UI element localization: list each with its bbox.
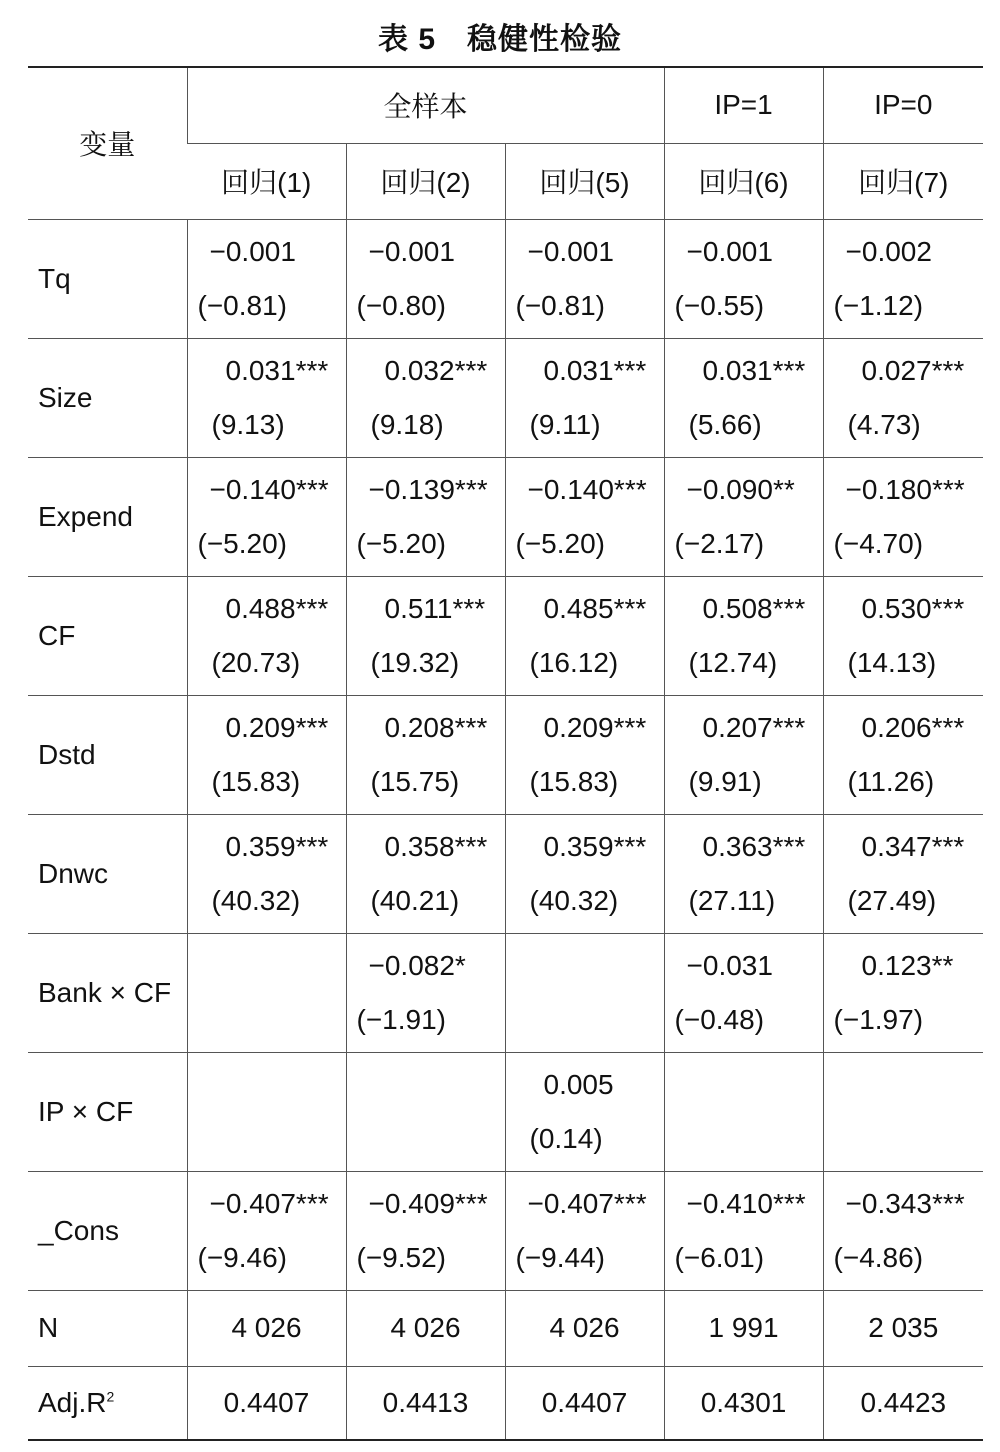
t-statistic: (−4.70) (833, 527, 924, 559)
value-cell (823, 695, 983, 814)
variable-name: Dstd (38, 738, 96, 770)
value-cell (505, 219, 664, 338)
variable-name: Size (38, 381, 93, 413)
coefficient: 0.209*** (543, 711, 647, 743)
n-value: 4 026 (346, 1290, 505, 1366)
table-row (28, 814, 983, 933)
n-value: 2 035 (823, 1290, 983, 1366)
coefficient: 0.123** (861, 949, 954, 981)
coefficient: 0.485*** (543, 592, 647, 624)
column-header: 回归(5) (505, 143, 664, 219)
t-statistic: (−0.81) (515, 289, 605, 321)
ip1-header: IP=1 (664, 67, 823, 143)
coefficient: 0.511*** (384, 592, 486, 624)
value-cell (664, 338, 823, 457)
table-row (28, 1171, 983, 1290)
variable-name: CF (38, 619, 76, 651)
t-statistic: (−1.91) (356, 1003, 446, 1035)
coefficient: 0.031*** (543, 354, 647, 386)
t-statistic: (−0.80) (356, 289, 446, 321)
value-cell (505, 695, 664, 814)
t-statistic: (−0.81) (197, 289, 287, 321)
coefficient: 0.208*** (384, 711, 488, 743)
value-cell (187, 576, 346, 695)
coefficient: 0.359*** (543, 830, 647, 862)
value-cell (505, 1052, 664, 1171)
t-statistic: (19.32) (370, 646, 460, 678)
variable-name: Dnwc (38, 857, 109, 889)
value-cell (505, 814, 664, 933)
value-cell (187, 1171, 346, 1290)
coefficient: 0.206*** (861, 711, 965, 743)
coefficient: −0.180*** (845, 473, 965, 505)
value-cell (187, 814, 346, 933)
coefficient: 0.027*** (861, 354, 965, 386)
t-statistic: (−9.44) (515, 1241, 605, 1273)
t-statistic: (11.26) (847, 765, 935, 797)
value-cell (664, 1171, 823, 1290)
value-cell (346, 695, 505, 814)
column-header: 回归(7) (823, 143, 983, 219)
regression-table (28, 66, 983, 1441)
n-label: N (38, 1312, 59, 1343)
t-statistic: (5.66) (688, 408, 762, 440)
t-statistic: (−5.20) (197, 527, 287, 559)
value-cell (346, 457, 505, 576)
coefficient: 0.207*** (702, 711, 806, 743)
value-cell (664, 576, 823, 695)
value-cell (187, 457, 346, 576)
value-cell (346, 576, 505, 695)
value-cell (346, 933, 505, 1052)
coefficient: −0.410*** (686, 1187, 806, 1219)
coefficient: −0.001 (686, 235, 773, 267)
value-cell (823, 933, 983, 1052)
value-cell (823, 1171, 983, 1290)
t-statistic: (27.11) (688, 884, 776, 916)
t-statistic: (−1.97) (833, 1003, 924, 1035)
coefficient: −0.082* (368, 949, 466, 981)
t-statistic: (9.91) (688, 765, 762, 797)
coefficient: −0.001 (527, 235, 614, 267)
r2-label (28, 1366, 187, 1440)
t-statistic: (15.75) (370, 765, 460, 797)
full-sample-header: 全样本 (187, 67, 664, 143)
t-statistic: (0.14) (529, 1122, 603, 1154)
value-cell (505, 338, 664, 457)
value-cell (505, 933, 664, 1052)
t-statistic: (−9.46) (197, 1241, 287, 1273)
r2-value: 0.4301 (664, 1366, 823, 1440)
value-cell (823, 814, 983, 933)
coefficient: −0.001 (368, 235, 455, 267)
coefficient: −0.139*** (368, 473, 488, 505)
coefficient: 0.031*** (225, 354, 329, 386)
ip0-header: IP=0 (823, 67, 983, 143)
value-cell (664, 219, 823, 338)
t-statistic: (9.13) (211, 408, 285, 440)
coefficient: 0.363*** (702, 830, 806, 862)
coefficient: −0.409*** (368, 1187, 488, 1219)
value-cell (187, 695, 346, 814)
column-header: 回归(6) (664, 143, 823, 219)
coefficient: −0.031 (686, 949, 773, 981)
t-statistic: (4.73) (847, 408, 921, 440)
r2-row (28, 1366, 983, 1440)
table-row (28, 219, 983, 338)
t-statistic: (−2.17) (674, 527, 765, 559)
value-cell (505, 457, 664, 576)
r2-label-text: Adj.R (38, 1386, 107, 1418)
t-statistic: (27.49) (847, 884, 937, 916)
variable-name: Tq (38, 262, 71, 294)
coefficient: 0.209*** (225, 711, 329, 743)
table-row (28, 933, 983, 1052)
t-statistic: (14.13) (847, 646, 937, 678)
table-title: 表 5 稳健性检验 (377, 23, 623, 56)
t-statistic: (40.32) (211, 884, 301, 916)
r2-value: 0.4407 (187, 1366, 346, 1440)
t-statistic: (40.21) (370, 884, 460, 916)
coefficient: 0.359*** (225, 830, 329, 862)
coefficient: 0.347*** (861, 830, 965, 862)
value-cell (823, 219, 983, 338)
value-cell (187, 338, 346, 457)
variable-name: Expend (38, 500, 133, 532)
variable-header: 变量 (79, 129, 136, 161)
value-cell (823, 338, 983, 457)
t-statistic: (−6.01) (674, 1241, 765, 1273)
value-cell (346, 1052, 505, 1171)
variable-name: IP × CF (38, 1095, 134, 1127)
value-cell (346, 1171, 505, 1290)
value-cell (664, 933, 823, 1052)
value-cell (346, 338, 505, 457)
value-cell (823, 457, 983, 576)
table-row (28, 338, 983, 457)
coefficient: −0.001 (209, 235, 296, 267)
t-statistic: (−0.55) (674, 289, 765, 321)
table-row (28, 457, 983, 576)
t-statistic: (−5.20) (515, 527, 605, 559)
variable-name: Bank × CF (38, 976, 172, 1008)
coefficient: 0.530*** (861, 592, 965, 624)
n-value: 4 026 (505, 1290, 664, 1366)
t-statistic: (20.73) (211, 646, 301, 678)
t-statistic: (15.83) (211, 765, 301, 797)
n-value: 1 991 (664, 1290, 823, 1366)
coefficient: −0.140*** (209, 473, 329, 505)
t-statistic: (9.11) (529, 408, 601, 440)
t-statistic: (−5.20) (356, 527, 446, 559)
n-row (28, 1290, 983, 1366)
t-statistic: (16.12) (529, 646, 619, 678)
header-row-1 (28, 67, 983, 143)
coefficient: 0.358*** (384, 830, 488, 862)
value-cell (664, 695, 823, 814)
r2-value: 0.4407 (505, 1366, 664, 1440)
value-cell (187, 219, 346, 338)
value-cell (505, 576, 664, 695)
t-statistic: (−1.12) (833, 289, 924, 321)
coefficient: −0.140*** (527, 473, 647, 505)
coefficient: 0.031*** (702, 354, 806, 386)
value-cell (346, 814, 505, 933)
r2-superscript: 2 (106, 1388, 115, 1405)
n-value: 4 026 (187, 1290, 346, 1366)
value-cell (187, 933, 346, 1052)
value-cell (346, 219, 505, 338)
column-header: 回归(2) (346, 143, 505, 219)
coefficient: −0.407*** (527, 1187, 647, 1219)
column-header: 回归(1) (221, 167, 312, 198)
table-row (28, 576, 983, 695)
coefficient: 0.508*** (702, 592, 806, 624)
value-cell (664, 1052, 823, 1171)
value-cell (664, 814, 823, 933)
table-row (28, 1052, 983, 1171)
r2-value: 0.4413 (346, 1366, 505, 1440)
variable-name: _Cons (38, 1214, 119, 1246)
t-statistic: (9.18) (370, 408, 444, 440)
coefficient: −0.407*** (209, 1187, 329, 1219)
value-cell (823, 576, 983, 695)
t-statistic: (40.32) (529, 884, 619, 916)
t-statistic: (15.83) (529, 765, 619, 797)
coefficient: 0.005 (543, 1068, 614, 1100)
t-statistic: (−4.86) (833, 1241, 924, 1273)
coefficient: −0.343*** (845, 1187, 965, 1219)
coefficient: 0.488*** (225, 592, 329, 624)
coefficient: −0.090** (686, 473, 795, 505)
value-cell (505, 1171, 664, 1290)
table-row (28, 695, 983, 814)
value-cell (664, 457, 823, 576)
t-statistic: (12.74) (688, 646, 778, 678)
value-cell (823, 1052, 983, 1171)
value-cell (187, 1052, 346, 1171)
r2-value: 0.4423 (823, 1366, 983, 1440)
coefficient: 0.032*** (384, 354, 488, 386)
t-statistic: (−0.48) (674, 1003, 765, 1035)
coefficient: −0.002 (845, 235, 932, 267)
t-statistic: (−9.52) (356, 1241, 446, 1273)
